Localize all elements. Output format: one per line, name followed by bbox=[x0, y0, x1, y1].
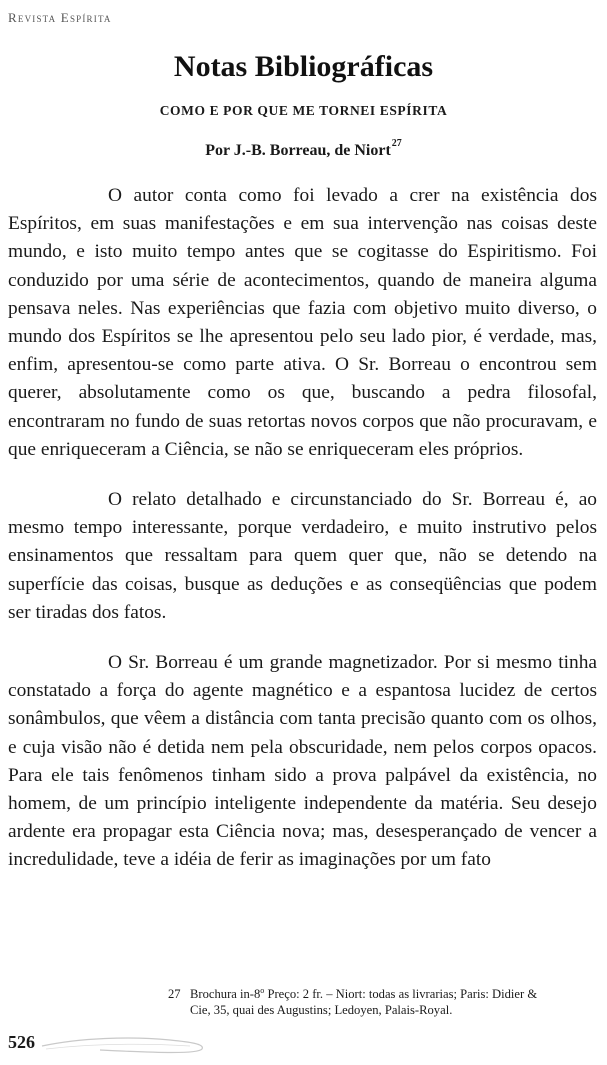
running-head: Revista Espírita bbox=[8, 10, 112, 25]
byline-text: Por J.-B. Borreau, de Niort bbox=[205, 142, 391, 159]
ornament-swash-icon bbox=[40, 1030, 210, 1056]
page-number: 526 bbox=[8, 1032, 35, 1052]
footnote-ref: 27 bbox=[391, 138, 402, 149]
footnote-line1-rest: Preço: 2 fr. – Niort: todas as livrarias; Paris: Didier & bbox=[264, 987, 538, 1002]
footnote-line1-prefix: Brochura in-8 bbox=[190, 987, 261, 1002]
paragraph-1: O autor conta como foi levado a crer na existência dos Espíritos, em suas manifestações e em sua intervenção nas coisas deste mundo, e isto muito tempo antes que se cogitasse do Espiritismo. Foi conduzido por uma série de acontecimentos, quando de maneira alguma pensava neles. Nas experiências que fazia com objetivo muito diverso, o mundo dos Espíritos se lhe apresentou pelo seu lado pior, é verdade, mas, enfim, apresentou-se como parte ativa. O Sr. Borreau o encontrou sem querer, absolutamente como os que, buscando a pedra filosofal, encontraram no fundo de suas retortas novos corpos que não procuravam, e que enriqueceram a Ciência, se não se enriqueceram eles próprios. bbox=[8, 185, 597, 460]
page-title: Notas Bibliográficas bbox=[173, 50, 434, 83]
paragraph-2: O relato detalhado e circunstanciado do Sr. Borreau é, ao mesmo tempo interessante, porque verdadeiro, e muito instrutivo pelos ensinamentos que ressaltam para quem quer que, não se detendo na superfície das coisas, busque as deduções e as conseqüências que podem ser tiradas dos fatos. bbox=[8, 489, 597, 623]
article-subtitle: COMO E POR QUE ME TORNEI ESPÍRITA bbox=[159, 103, 448, 118]
byline bbox=[0, 138, 607, 160]
footnote-number: 27 bbox=[168, 987, 181, 1002]
body-text bbox=[8, 182, 597, 875]
paragraph-3: O Sr. Borreau é um grande magnetizador. Por si mesmo tinha constatado a força do agente magnético e a espantosa lucidez de certos sonâmbulos, que vêem a distância com tanta precisão quanto com os olhos, e cuja visão não é detida nem pela obscuridade, nem pelos corpos opacos. Para ele tais fenômenos tinham sido a prova palpável da existência, no homem, de um princípio inteligente independente da matéria. Seu desejo ardente era propagar esta Ciência nova; mas, desesperançado de vencer a incredulidade, teve a idéia de ferir as imaginações por um fato bbox=[8, 652, 597, 871]
footnote-line1-sup: o bbox=[260, 986, 265, 995]
footnote-line2: Cie, 35, quai des Augustins; Ledoyen, Palais-Royal. bbox=[190, 1003, 453, 1018]
footnote bbox=[168, 983, 600, 1018]
